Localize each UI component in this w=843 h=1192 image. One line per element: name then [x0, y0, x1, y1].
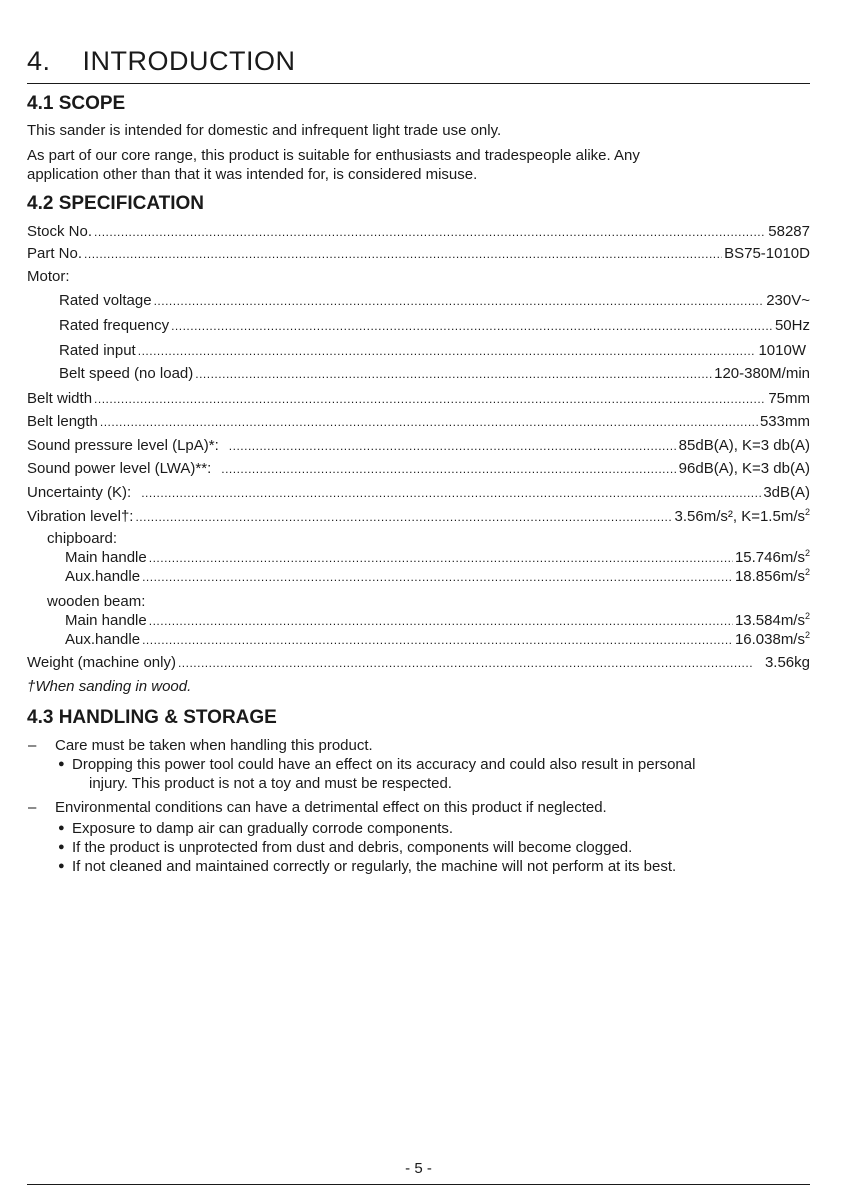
- chapter-number: 4.: [27, 46, 51, 76]
- spec-label: Motor:: [27, 268, 70, 285]
- spec-value: 50Hz: [774, 317, 810, 334]
- bullet-text: If the product is unprotected from dust and debris, components will become clogged.: [72, 839, 633, 856]
- dot-leader: [171, 317, 773, 336]
- spec-value: [735, 548, 810, 567]
- dash-marker: –: [28, 737, 37, 754]
- spec-label: wooden beam:: [47, 593, 146, 610]
- spec-value: 85dB(A), K=3 db(A): [678, 437, 810, 454]
- dot-leader: [149, 549, 733, 568]
- spec-label: Rated voltage: [59, 292, 152, 309]
- spec-label: Rated input: [59, 342, 136, 359]
- chapter-title: [27, 44, 810, 78]
- dot-leader: [178, 654, 753, 673]
- spec-row-chipboard: [27, 529, 810, 548]
- spec-row-stock: [27, 222, 810, 241]
- superscript: 2: [804, 630, 810, 640]
- spec-value: 58287: [768, 223, 810, 240]
- spec-label: Sound power level (LWA)**:: [27, 460, 212, 477]
- spec-note: [27, 677, 810, 696]
- spec-value: 533mm: [759, 413, 810, 430]
- dot-leader: [154, 292, 765, 311]
- dot-leader: [141, 484, 761, 503]
- dot-leader: [100, 413, 758, 432]
- spec-label: Belt length: [27, 413, 98, 430]
- spec-row-wood-main-handle: [27, 611, 810, 630]
- dash-marker: –: [28, 799, 37, 816]
- handling-heading: 4.3 HANDLING & STORAGE: [27, 707, 277, 728]
- value-text: 18.856m/s: [734, 568, 805, 585]
- bullet-icon: ●: [58, 758, 65, 770]
- spec-value: 120-380M/min: [714, 365, 810, 382]
- specification-heading: 4.2 SPECIFICATION: [27, 193, 205, 214]
- spec-value: 3dB(A): [763, 484, 810, 501]
- spec-label: Vibration level†:: [27, 508, 134, 525]
- spec-value: 230V~: [766, 292, 810, 309]
- chapter-name: INTRODUCTION: [82, 46, 296, 76]
- item-text: Environmental conditions can have a detrimental effect on this product if neglected.: [55, 799, 607, 816]
- superscript: 2: [804, 567, 810, 577]
- bullet-icon: ●: [58, 841, 65, 853]
- spec-row-sound-pressure: [27, 436, 810, 455]
- dot-leader: [142, 631, 733, 650]
- spec-row-belt-length: [27, 412, 810, 431]
- spec-row-sound-power: [27, 459, 810, 478]
- spec-row-vibration: [27, 507, 810, 526]
- spec-value: [735, 630, 810, 649]
- spec-value: [675, 507, 810, 526]
- scope-heading: 4.1 SCOPE: [27, 93, 126, 114]
- footer-divider: [27, 1184, 810, 1185]
- spec-label: Aux.handle: [65, 568, 141, 585]
- page-number: - 5 -: [405, 1160, 432, 1177]
- bullet-text: Exposure to damp air can gradually corrode components.: [72, 820, 454, 837]
- spec-value: 75mm: [768, 390, 810, 407]
- spec-value: [735, 611, 810, 630]
- scope-paragraph-1: This sander is intended for domestic and infrequent light trade use only.: [27, 122, 502, 139]
- spec-label: Part No.: [27, 245, 83, 262]
- spec-row-wood-aux-handle: [27, 630, 810, 649]
- item-text: Care must be taken when handling this product.: [55, 737, 373, 754]
- spec-label: Main handle: [65, 612, 147, 629]
- spec-label: Belt width: [27, 390, 93, 407]
- dot-leader: [221, 460, 676, 479]
- spec-label: Main handle: [65, 549, 147, 566]
- vibration-value: 3.56m/s², K=1.5m/s: [674, 508, 805, 525]
- bullet-text: If not cleaned and maintained correctly or regularly, the machine will not perform at its best.: [72, 858, 677, 875]
- chapter-divider: [27, 83, 810, 84]
- spec-row-wooden-beam: [27, 592, 810, 611]
- spec-row-rated-voltage: [27, 291, 810, 310]
- dot-leader: [142, 568, 733, 587]
- spec-label: Rated frequency: [59, 317, 170, 334]
- dot-leader: [138, 342, 757, 361]
- dot-leader: [195, 365, 712, 384]
- bullet-text-line-1: Dropping this power tool could have an effect on its accuracy and could also result in personal: [72, 756, 696, 773]
- spec-row-belt-speed: [27, 364, 810, 383]
- spec-row-chip-main-handle: [27, 548, 810, 567]
- spec-value: 3.56kg: [764, 654, 810, 671]
- spec-value: 96dB(A), K=3 db(A): [678, 460, 810, 477]
- spec-row-belt-width: [27, 389, 810, 408]
- spec-row-weight: [27, 653, 810, 672]
- superscript: 2: [804, 548, 810, 558]
- bullet-icon: ●: [58, 860, 65, 872]
- dot-leader: [149, 612, 733, 631]
- spec-value: 1010W: [758, 342, 806, 359]
- spec-label: Belt speed (no load): [59, 365, 194, 382]
- spec-value: BS75-1010D: [724, 245, 810, 262]
- superscript: 2: [804, 611, 810, 621]
- scope-paragraph-2-line-2: application other than that it was intended for, is considered misuse.: [27, 166, 478, 183]
- spec-row-rated-frequency: [27, 316, 810, 335]
- spec-label: Uncertainty (K):: [27, 484, 132, 501]
- spec-value: [735, 567, 810, 586]
- value-text: 16.038m/s: [734, 631, 805, 648]
- spec-label: Aux.handle: [65, 631, 141, 648]
- value-text: 15.746m/s: [734, 549, 805, 566]
- dot-leader: [135, 508, 672, 527]
- value-text: 13.584m/s: [734, 612, 805, 629]
- spec-label: Sound pressure level (LpA)*:: [27, 437, 219, 454]
- spec-row-rated-input: [27, 341, 810, 360]
- spec-label: chipboard:: [47, 530, 118, 547]
- note-text: †When sanding in wood.: [27, 678, 192, 695]
- scope-paragraph-2-line-1: As part of our core range, this product is suitable for enthusiasts and tradespeople alike. Any: [27, 147, 640, 164]
- dot-leader: [94, 223, 766, 242]
- spec-row-chip-aux-handle: [27, 567, 810, 586]
- spec-row-part: [27, 244, 810, 263]
- spec-row-motor: [27, 267, 810, 286]
- dot-leader: [229, 437, 677, 456]
- dot-leader: [84, 245, 722, 264]
- dot-leader: [94, 390, 766, 409]
- bullet-text-line-2: injury. This product is not a toy and must be respected.: [89, 775, 452, 792]
- spec-row-uncertainty: [27, 483, 810, 502]
- bullet-icon: ●: [58, 822, 65, 834]
- superscript: 2: [804, 507, 810, 517]
- spec-label: Stock No.: [27, 223, 93, 240]
- spec-label: Weight (machine only): [27, 654, 176, 671]
